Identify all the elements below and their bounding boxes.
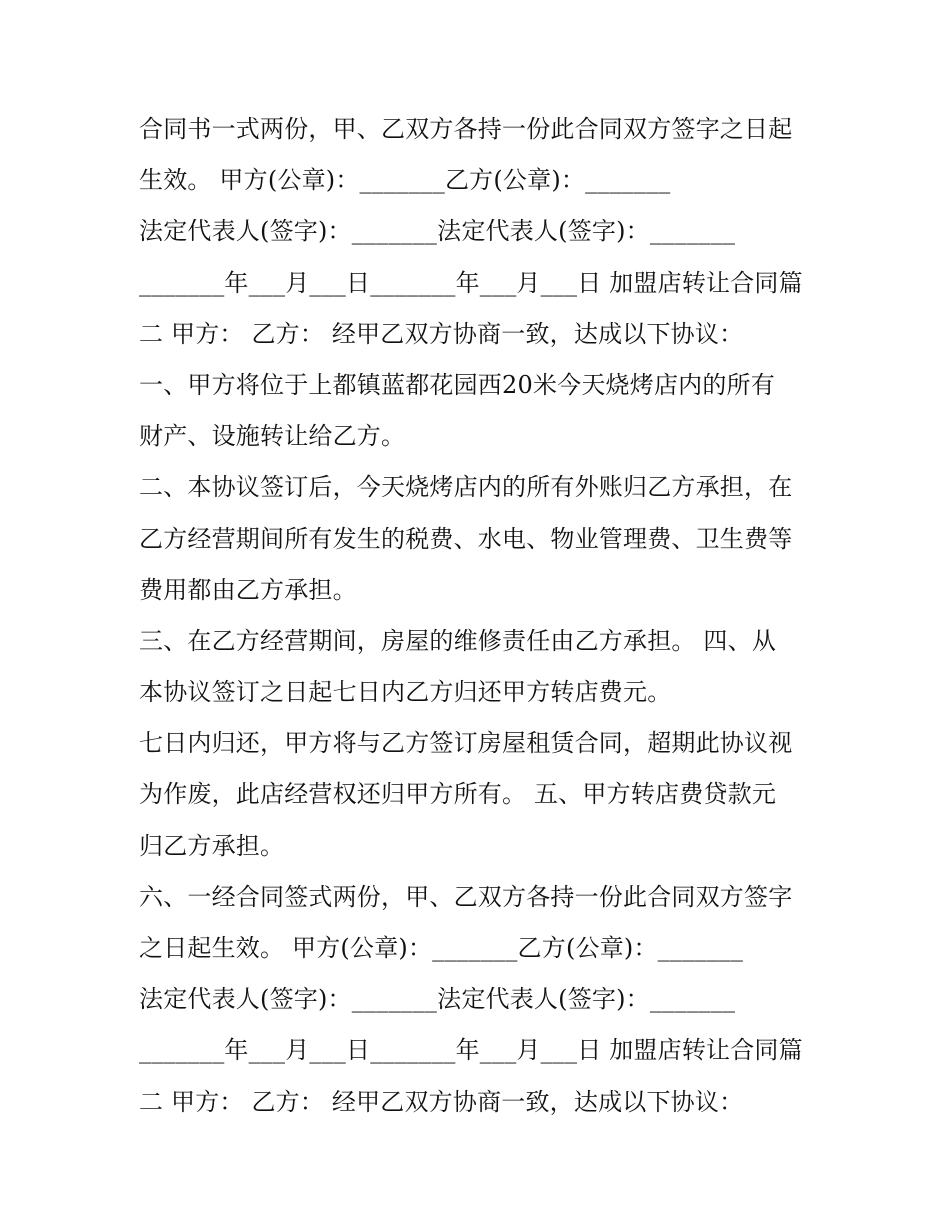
text-line: 本协议签订之日起七日内乙方归还甲方转店费元。 (139, 678, 672, 707)
text-line: 法定代表人(签字)：_______法定代表人(签字)：_______ (139, 985, 736, 1014)
text-line: 合同书一式两份，甲、乙双方各持一份此合同双方签字之日起 (139, 115, 793, 143)
text-line: 二 甲方： 乙方： 经甲乙双方协商一致，达成以下协议： (139, 1087, 744, 1116)
text-line: 费用都由乙方承担。 (139, 575, 357, 604)
document-body (139, 104, 829, 1128)
text-line: 财产、设施转让给乙方。 (139, 422, 406, 451)
text-line: 三、在乙方经营期间，房屋的维修责任由乙方承担。 四、从 (139, 626, 777, 655)
text-line: 乙方经营期间所有发生的税费、水电、物业管理费、卫生费等 (139, 524, 793, 553)
text-line: 七日内归还，甲方将与乙方签订房屋租赁合同，超期此协议视 (139, 729, 793, 758)
text-line: 六、一经合同签式两份，甲、乙双方各持一份此合同双方签字 (139, 882, 793, 911)
text-line: 为作废，此店经营权还归甲方所有。 五、甲方转店费贷款元 (139, 780, 777, 809)
text-line: 生效。 甲方(公章)：_______乙方(公章)：_______ (139, 166, 671, 195)
text-line: _______年___月___日_______年___月___日 加盟店转让合同篇 (139, 268, 803, 297)
text-line: 法定代表人(签字)：_______法定代表人(签字)：_______ (139, 217, 736, 246)
text-line: 二 甲方： 乙方： 经甲乙双方协商一致，达成以下协议： (139, 319, 744, 348)
text-line: 二、本协议签订后，今天烧烤店内的所有外账归乙方承担，在 (139, 473, 793, 502)
text-line: 归乙方承担。 (139, 831, 285, 860)
text-line: 一、甲方将位于上都镇蓝都花园西20米今天烧烤店内的所有 (139, 370, 775, 399)
text-line: _______年___月___日_______年___月___日 加盟店转让合同篇 (139, 1036, 803, 1065)
text-line: 之日起生效。 甲方(公章)：_______乙方(公章)：_______ (139, 934, 744, 962)
